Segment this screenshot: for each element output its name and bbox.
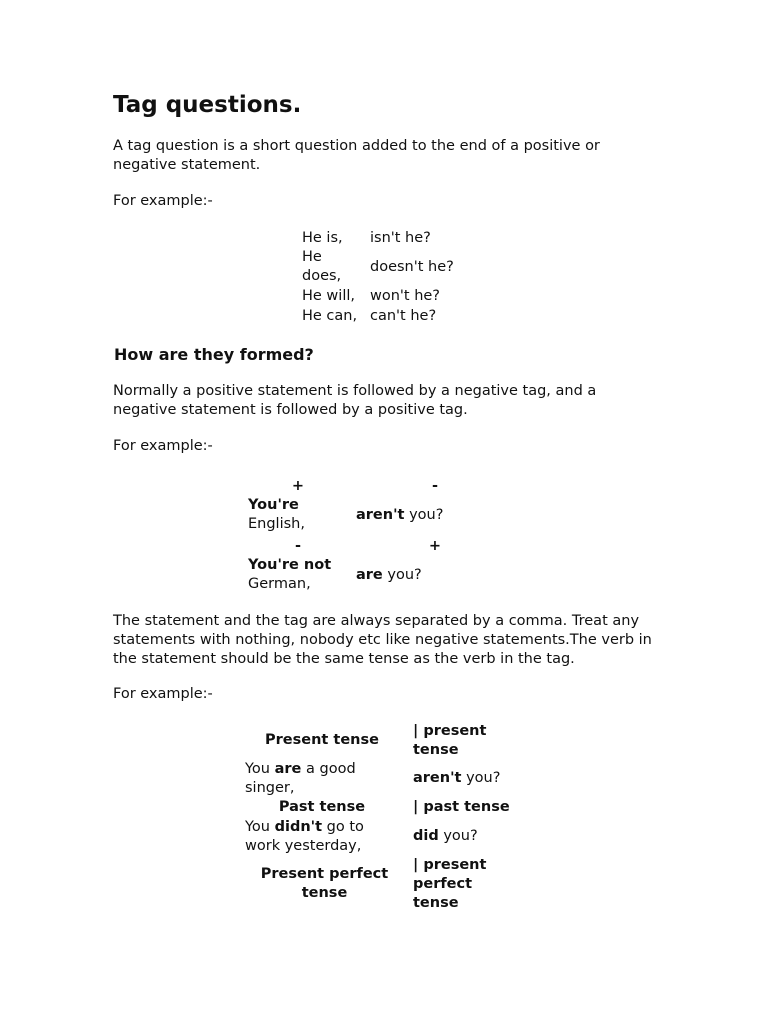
section-heading: How are they formed? [114, 345, 314, 364]
tag-text: you? [438, 828, 478, 844]
statement-text: English, [248, 516, 305, 532]
example-tag: won't he? [370, 288, 441, 304]
statement-text: German, [248, 576, 311, 592]
tense-header: Past tense [278, 799, 366, 815]
page-title: Tag questions. [113, 92, 302, 118]
tag-bold: aren't [356, 507, 405, 523]
example-statement: He does, [302, 249, 342, 284]
tense-header: Present tense [265, 732, 379, 748]
tense-header-tag: | past tense [413, 799, 510, 815]
example-statement: He can, [302, 308, 358, 324]
tag-text: you? [461, 770, 501, 786]
positive-sign: + [291, 478, 305, 494]
statement-cell [245, 760, 395, 798]
example-statement: He will, [302, 288, 355, 304]
example-tag: doesn't he? [370, 259, 454, 275]
tag-cell [413, 769, 500, 788]
tag-text: you? [382, 567, 422, 583]
tense-header: Present perfect tense [260, 866, 389, 901]
tag-bold: are [356, 567, 383, 583]
statement-cell [248, 556, 353, 594]
section2-paragraph: Normally a positive statement is followed by a negative tag, and a negative statement is followed by a positive tag. [113, 383, 597, 418]
tag-bold: did [413, 828, 439, 844]
statement-cell [245, 818, 395, 856]
statement-bold: didn't [274, 819, 323, 835]
intro-paragraph: A tag question is a short question added to the end of a positive or negative statement. [113, 138, 600, 173]
example-label-3: For example:- [113, 686, 213, 702]
statement-text: You [245, 761, 275, 777]
tag-cell [356, 506, 443, 525]
tag-cell [413, 827, 478, 846]
example-tag: isn't he? [370, 230, 431, 246]
example-tag: can't he? [370, 308, 437, 324]
statement-cell [248, 496, 353, 534]
example-statement: He is, [302, 230, 343, 246]
tag-text: you? [404, 507, 444, 523]
example-label-1: For example:- [113, 193, 213, 209]
statement-text: You [245, 819, 275, 835]
example-label-2: For example:- [113, 438, 213, 454]
tense-header-tag: | present perfect tense [413, 857, 487, 911]
tense-header-tag: | present tense [413, 723, 487, 758]
statement-bold: are [274, 761, 302, 777]
tag-bold: aren't [413, 770, 462, 786]
statement-text: go to work yesterday, [245, 819, 364, 854]
positive-sign: + [428, 538, 442, 554]
negative-sign: - [431, 478, 439, 494]
negative-sign: - [294, 538, 302, 554]
section3-paragraph: The statement and the tag are always separated by a comma. Treat any statements with nothing, nobody etc like negative statements.The verb in the statement should be the same tense as the verb in the tag. [113, 613, 652, 667]
statement-bold: You're not [248, 557, 332, 573]
tag-cell [356, 566, 422, 585]
statement-text: a good singer, [245, 761, 356, 796]
statement-bold: You're [248, 497, 299, 513]
